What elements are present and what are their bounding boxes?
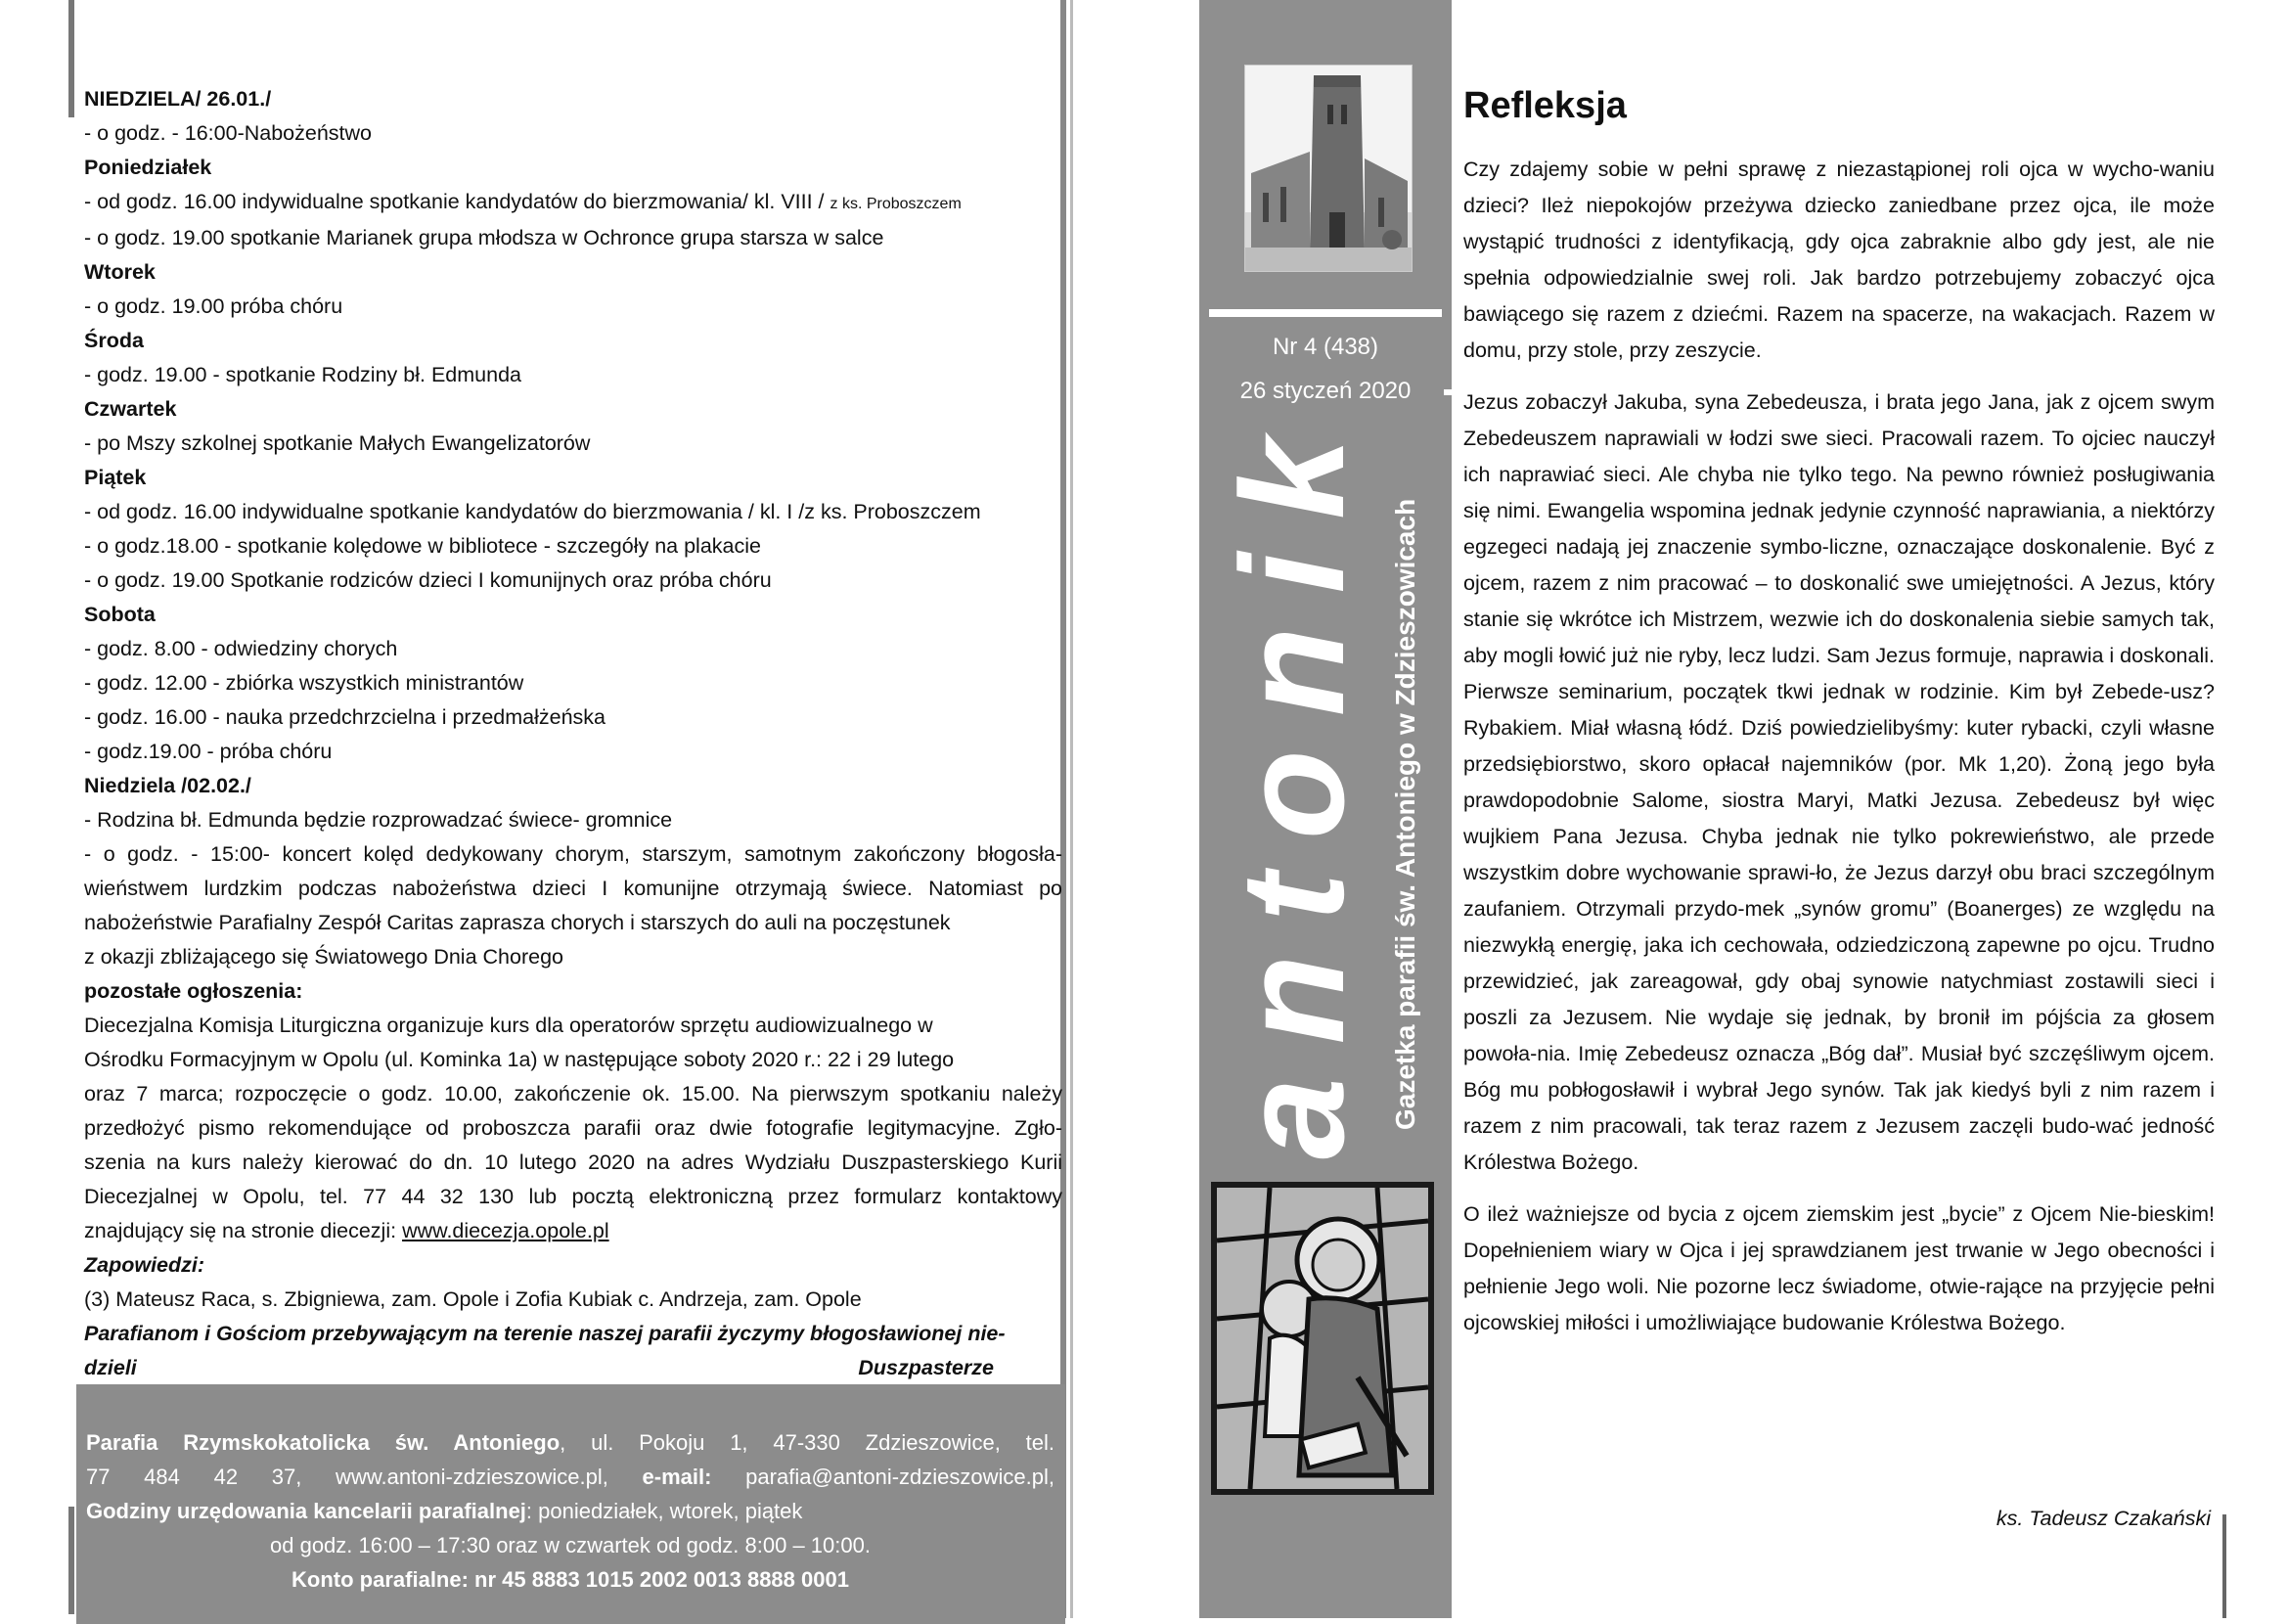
- schedule-line: [84, 1077, 1062, 1111]
- schedule-line-text: (3) Mateusz Raca, s. Zbigniewa, zam. Opole i Zofia Kubiak c. Andrzeja, zam. Opole: [84, 1287, 862, 1311]
- article: [1463, 85, 2215, 1357]
- schedule-line: [84, 837, 1062, 872]
- schedule-line-text: - po Mszy szkolnej spotkanie Małych Ewangelizatorów: [84, 431, 591, 455]
- schedule-heading: [84, 324, 1062, 358]
- footer-line-4: od godz. 16:00 – 17:30 oraz w czwartek od godz. 8:00 – 10:00.: [270, 1533, 871, 1557]
- article-paragraph-1: Czy zdajemy sobie w pełni sprawę z niezastąpionej roli ojca w wycho-waniu dzieci? Ileż niepokojów przeżywa dziecko zaniedbane przez ojca, ile może wystąpić trudności z identyfikacją, gdy ojca zabraknie albo gdy jest, ale nie spełnia odpowiedzialnie swej roli. Jak bardzo potrzebujemy zobaczyć ojca bawiącego się razem z dziećmi. Razem na spacerze, na wakacjach. Razem w domu, przy stole, przy zeszycie.: [1463, 158, 2215, 362]
- schedule-heading: [84, 82, 1062, 116]
- schedule-line-text: - godz.19.00 - próba chóru: [84, 740, 333, 763]
- parish-footer: [76, 1384, 1065, 1624]
- schedule-line-text: Piątek: [84, 466, 147, 489]
- church-icon: [1245, 66, 1412, 271]
- masthead-title-text: antonik: [1210, 404, 1374, 1159]
- article-title: Refleksja: [1463, 85, 1627, 126]
- schedule-line: [84, 1111, 1062, 1146]
- schedule-line: [84, 1317, 1062, 1351]
- schedule-line-text: - godz. 12.00 - zbiórka wszystkich ministrantów: [84, 671, 524, 695]
- schedule-line-text: - godz. 19.00 - spotkanie Rodziny bł. Edmunda: [84, 363, 521, 386]
- schedule-line-text: szenia na kurs należy kierować do dn. 10 lutego 2020 na adres Wydziału Duszpasterskiego Kurii: [84, 1150, 1062, 1174]
- schedule-line-text: Sobota: [84, 603, 156, 626]
- schedule-line: [84, 529, 1062, 564]
- article-paragraph-2: Jezus zobaczył Jakuba, syna Zebedeusza, i brata jego Jana, jak z ojcem swym Zebedeuszem naprawiali w łodzi swe sieci. Pracowali razem. To ojciec nauczył ich naprawiać sieci. Ale chyba nie tylko tego. Na pewno również posługiwania się nimi. Ewangelia wspomina jednak jedynie czynność naprawiania, a niektórzy egzegeci nadają jej znaczenie symbo-liczne, oznaczające doskonalenie. Być z ojcem, razem z nim pracować – to doskonalić swe umiejętności. A Jezus, który stanie się wkrótce ich Mistrzem, wezwie ich do doskonalenia siebie samych tak, aby mogli łowić już nie ryby, lecz ludzi. Sam Jezus formuje, naprawia i doskonali. Pierwsze seminarium, początek tkwi jednak w rodzinie. Kim był Zebede-usz? Rybakiem. Miał własną łódź. Dziś powiedzielibyśmy: kuter rybacki, czyli własne przedsiębiorstwo, skoro opłacał najemników (por. Mk 1,20). Żoną jego była prawdopodobnie Salome, siostra Maryi, Matki Jezusa. Zebedeusz był więc wujkiem Pana Jezusa. Chyba jednak nie tylko pokrewieństwo, ale przede wszystkim dobre wychowanie sprawi-ło, że Jezus darzył obu braci szczególnym zaufaniem. Otrzymali przydo-mek „synów gromu” (Boanerges) ze względu na niezwykłą energię, jaka ich cechowała, odziedziczoną zapewne po ojcu. Trudno przewidzieć, jak zareagował, gdy obaj synowie natychmiast zostawili sieci i poszli za Jezusem. Nie wydaje się jednak, by bronił im pójścia za głosem powoła-nia. Imię Zebedeusz oznacza „Bóg dał”. Musiał być szczęśliwym ojcem. Bóg mu pobłogosławił i wybrał Jego synów. Tak jak kiedyś byli z nim razem i razem z nim pracowali, tak teraz razem z Jezusem zaczęli budo-wać jedność Królestwa Bożego.: [1463, 390, 2215, 1174]
- schedule-line: [84, 1214, 1062, 1248]
- schedule-line-text: Diecezjalna Komisja Liturgiczna organizuje kurs dla operatorów sprzętu audiowizualnego w: [84, 1014, 933, 1037]
- schedule-heading: [84, 255, 1062, 290]
- schedule-line: [84, 116, 1062, 151]
- schedule-line-text: dzieli: [84, 1356, 137, 1379]
- schedule-line: [84, 700, 1062, 735]
- issue-box-tick: [1444, 389, 1456, 395]
- schedule-line-text: oraz 7 marca; rozpoczęcie o godz. 10.00, zakończenie ok. 15.00. Na pierwszym spotkaniu należy: [84, 1082, 1062, 1105]
- schedule-line: [84, 290, 1062, 324]
- signature-duszpasterze: Duszpasterze: [858, 1356, 994, 1379]
- issue-date: 26 styczeń 2020: [1239, 378, 1412, 404]
- schedule-line-text: z okazji zbliżającego się Światowego Dnia Chorego: [84, 945, 563, 969]
- schedule-line: [84, 427, 1062, 461]
- schedule-line-text: - godz. 8.00 - odwiedziny chorych: [84, 637, 398, 660]
- footer-line-2: 77 484 42 37, www.antoni-zdzieszowice.pl, e-mail: parafia@antoni-zdzieszowice.pl,: [86, 1465, 1054, 1489]
- schedule-line-text: Niedziela /02.02./: [84, 774, 251, 797]
- masthead-subtitle: [1368, 484, 1436, 1169]
- schedule-line-text: - o godz. - 15:00- koncert kolęd dedykowany chorym, starszym, samotnym zakończony błogosła-: [84, 842, 1062, 866]
- schedule-line: [84, 666, 1062, 700]
- right-margin-bar: [2222, 1514, 2226, 1618]
- schedule-heading: [84, 151, 1062, 185]
- schedule-heading: [84, 392, 1062, 427]
- schedule-line-text: - o godz. - 16:00-Nabożeństwo: [84, 121, 372, 145]
- schedule-line-text: - o godz. 19.00 próba chóru: [84, 294, 343, 318]
- footer-account: Konto parafialne: nr 45 8883 1015 2002 0013 8888 0001: [292, 1567, 849, 1592]
- schedule-line: [84, 564, 1062, 598]
- schedule-text: [84, 82, 1062, 1385]
- schedule-heading: [84, 598, 1062, 632]
- schedule-line: [84, 632, 1062, 666]
- schedule-line-text: - o godz. 19.00 Spotkanie rodziców dzieci I komunijnych oraz próba chóru: [84, 568, 772, 592]
- schedule-line: [84, 803, 1062, 837]
- schedule-heading: [84, 461, 1062, 495]
- masthead-title: [1210, 404, 1374, 1169]
- footer-line-1: Parafia Rzymskokatolicka św. Antoniego, ul. Pokoju 1, 47-330 Zdzieszowice, tel.: [86, 1430, 1054, 1455]
- stained-glass-icon: [1211, 1182, 1434, 1495]
- schedule-line-text: przedłożyć pismo rekomendujące od proboszcza parafii oraz dwie fotografie legitymacyjne. Zgło-: [84, 1116, 1062, 1140]
- article-author: ks. Tadeusz Czakański: [1996, 1507, 2211, 1530]
- page-edge-bar-2: [1070, 0, 1073, 1618]
- issue-number: Nr 4 (438): [1272, 334, 1379, 360]
- schedule-line-text: Wtorek: [84, 260, 156, 284]
- schedule-line-text: znajdujący się na stronie diecezji:: [84, 1219, 403, 1242]
- schedule-line-text: - Rodzina bł. Edmunda będzie rozprowadzać świece- gromnice: [84, 808, 673, 832]
- schedule-line-text: - o godz. 19.00 spotkanie Marianek grupa młodsza w Ochronce grupa starsza w salce: [84, 226, 884, 249]
- schedule-line: [84, 1180, 1062, 1214]
- schedule-line: [84, 185, 1062, 221]
- schedule-heading: [84, 769, 1062, 803]
- schedule-line-text: - godz. 16.00 - nauka przedchrzcielna i przedmałżeńska: [84, 705, 606, 729]
- schedule-line-text: Parafianom i Gościom przebywającym na terenie naszej parafii życzymy błogosławionej nie-: [84, 1322, 1006, 1345]
- diocese-link[interactable]: www.diecezja.opole.pl: [402, 1219, 609, 1242]
- schedule-line: [84, 940, 1062, 974]
- schedule-line: [84, 1043, 1062, 1077]
- article-paragraph-3: O ileż ważniejsze od bycia z ojcem ziemskim jest „bycie” z Ojcem Nie-bieskim! Dopełnieniem wiary w Ojca i jej sprawdzianem jest trwanie w Jego obecności i pełnienie Jego woli. Nie pozorne lecz świadome, otwie-rające na przyjęcie pełni ojcowskiej miłości i umożliwiające budowanie Królestwa Bożego.: [1463, 1202, 2215, 1334]
- schedule-line-text: Ośrodku Formacyjnym w Opolu (ul. Kominka 1a) w następujące soboty 2020 r.: 22 i 29 lutego: [84, 1048, 955, 1071]
- schedule-line: [84, 1009, 1062, 1043]
- schedule-line-text: Diecezjalnej w Opolu, tel. 77 44 32 130 lub pocztą elektroniczną przez formularz kontaktowy: [84, 1185, 1062, 1208]
- schedule-line-tail: z ks. Proboszczem: [830, 196, 962, 212]
- schedule-line: [84, 1351, 994, 1385]
- left-margin-bar-lower: [68, 1507, 74, 1614]
- schedule-line-text: - o godz.18.00 - spotkanie kolędowe w bibliotece - szczegóły na plakacie: [84, 534, 761, 558]
- schedule-line: [84, 1283, 1062, 1317]
- schedule-line-text: Środa: [84, 329, 144, 352]
- schedule-line: [84, 358, 1062, 392]
- schedule-line-text: Zapowiedzi:: [84, 1253, 205, 1277]
- schedule-line: [84, 495, 1062, 529]
- masthead-subtitle-text: Gazetka parafii św. Antoniego w Zdzieszowicach: [1390, 498, 1420, 1130]
- schedule-line-text: - od godz. 16.00 indywidualne spotkanie kandydatów do bierzmowania/ kl. VIII /: [84, 190, 830, 213]
- schedule-line-text: NIEDZIELA/ 26.01./: [84, 87, 272, 111]
- footer-line-3: Godziny urzędowania kancelarii parafialnej: poniedziałek, wtorek, piątek: [86, 1499, 803, 1523]
- schedule-line: [84, 872, 1062, 906]
- schedule-line-text: Czwartek: [84, 397, 177, 421]
- schedule-line-text: nabożeństwie Parafialny Zespół Caritas zaprasza chorych i starszych do auli na poczęstunek: [84, 911, 951, 934]
- schedule-line: [84, 1248, 1062, 1283]
- schedule-line: [84, 221, 1062, 255]
- schedule-heading: [84, 974, 1062, 1009]
- schedule-line: [84, 906, 1062, 940]
- saint-anthony-image: [1211, 1182, 1434, 1495]
- schedule-line-text: - od godz. 16.00 indywidualne spotkanie kandydatów do bierzmowania / kl. I /z ks. Proboszczem: [84, 500, 981, 523]
- left-margin-bar: [68, 0, 74, 117]
- schedule-line: [84, 1146, 1062, 1180]
- schedule-line-text: Poniedziałek: [84, 156, 212, 179]
- schedule-line: [84, 735, 1062, 769]
- schedule-line-text: pozostałe ogłoszenia:: [84, 979, 303, 1003]
- church-photo: [1244, 65, 1413, 272]
- schedule-line-text: wieństwem lurdzkim podczas nabożeństwa dzieci I komunijne otrzymają świece. Natomiast po: [84, 877, 1062, 900]
